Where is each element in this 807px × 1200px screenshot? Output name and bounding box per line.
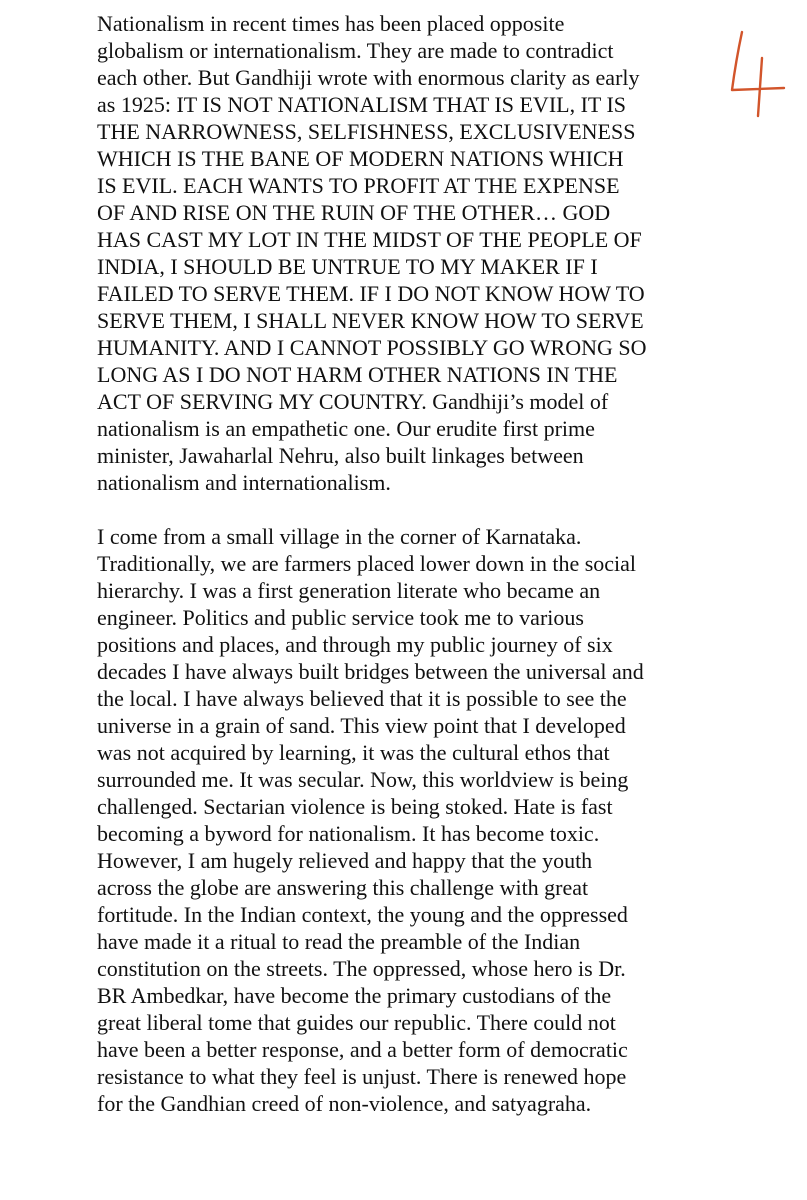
text-line: have made it a ritual to read the preamble of the Indian (97, 929, 581, 954)
text-line: great liberal tome that guides our republic. There could not (97, 1010, 616, 1035)
text-line: Nationalism in recent times has been placed opposite (97, 11, 565, 36)
text-line: hierarchy. I was a first generation literate who became an (97, 578, 601, 603)
text-line: as 1925: IT IS NOT NATIONALISM THAT IS EVIL, IT IS (97, 92, 627, 117)
handwritten-page-number-4-icon (728, 28, 788, 123)
text-line: engineer. Politics and public service took me to various (97, 605, 584, 630)
text-line: OF AND RISE ON THE RUIN OF THE OTHER… GOD (97, 200, 611, 225)
text-line: HUMANITY. AND I CANNOT POSSIBLY GO WRONG SO (97, 335, 647, 360)
text-line: minister, Jawaharlal Nehru, also built linkages between (97, 443, 584, 468)
text-line: globalism or internationalism. They are made to contradict (97, 38, 614, 63)
text-line: HAS CAST MY LOT IN THE MIDST OF THE PEOPLE OF (97, 227, 642, 252)
text-line: nationalism and internationalism. (97, 470, 391, 495)
text-line: resistance to what they feel is unjust. There is renewed hope (97, 1064, 627, 1089)
text-line: for the Gandhian creed of non-violence, and satyagraha. (97, 1091, 592, 1116)
text-line: However, I am hugely relieved and happy that the youth (97, 848, 593, 873)
text-line: WHICH IS THE BANE OF MODERN NATIONS WHICH (97, 146, 624, 171)
text-line: nationalism is an empathetic one. Our erudite first prime (97, 416, 595, 441)
text-line: constitution on the streets. The oppressed, whose hero is Dr. (97, 956, 626, 981)
text-line: decades I have always built bridges between the universal and (97, 659, 644, 684)
document-page (97, 10, 717, 1117)
text-line: SERVE THEM, I SHALL NEVER KNOW HOW TO SERVE (97, 308, 644, 333)
paragraph-karnataka-village (97, 523, 717, 1117)
text-line: becoming a byword for nationalism. It has become toxic. (97, 821, 600, 846)
text-line: positions and places, and through my public journey of six (97, 632, 613, 657)
text-line: INDIA, I SHOULD BE UNTRUE TO MY MAKER IF I (97, 254, 598, 279)
text-line: LONG AS I DO NOT HARM OTHER NATIONS IN THE (97, 362, 618, 387)
text-line: THE NARROWNESS, SELFISHNESS, EXCLUSIVENESS (97, 119, 636, 144)
text-line: fortitude. In the Indian context, the young and the oppressed (97, 902, 628, 927)
text-line: universe in a grain of sand. This view point that I developed (97, 713, 626, 738)
text-line: each other. But Gandhiji wrote with enormous clarity as early (97, 65, 640, 90)
text-line: BR Ambedkar, have become the primary custodians of the (97, 983, 612, 1008)
text-line: Traditionally, we are farmers placed lower down in the social (97, 551, 637, 576)
text-line: the local. I have always believed that it is possible to see the (97, 686, 627, 711)
paragraph-spacer (97, 496, 717, 523)
text-line: surrounded me. It was secular. Now, this worldview is being (97, 767, 629, 792)
text-line: IS EVIL. EACH WANTS TO PROFIT AT THE EXPENSE (97, 173, 620, 198)
paragraph-gandhi-nationalism (97, 10, 717, 496)
text-line: ACT OF SERVING MY COUNTRY. Gandhiji’s model of (97, 389, 609, 414)
text-line: FAILED TO SERVE THEM. IF I DO NOT KNOW HOW TO (97, 281, 645, 306)
text-line: across the globe are answering this challenge with great (97, 875, 589, 900)
text-line: challenged. Sectarian violence is being stoked. Hate is fast (97, 794, 613, 819)
text-line: was not acquired by learning, it was the cultural ethos that (97, 740, 610, 765)
text-line: have been a better response, and a better form of democratic (97, 1037, 628, 1062)
text-line: I come from a small village in the corner of Karnataka. (97, 524, 582, 549)
